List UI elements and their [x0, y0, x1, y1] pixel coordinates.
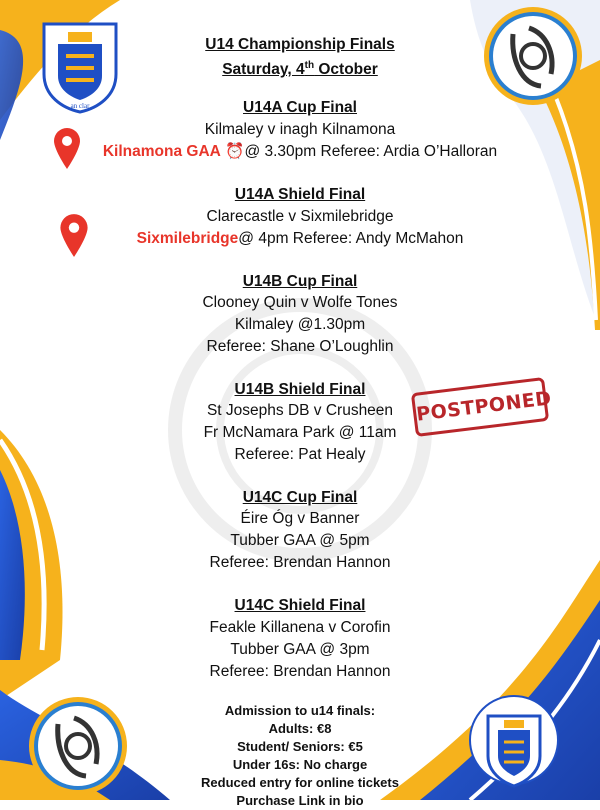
fixture-venue: Fr McNamara Park @ 11am	[203, 424, 397, 441]
fixture-heading: U14C Shield Final	[234, 597, 366, 614]
fixture-venue: Kilmaley @1.30pm	[234, 316, 366, 333]
fixture-heading: U14A Shield Final	[234, 186, 366, 203]
fixture-referee: Referee: Pat Healy	[234, 446, 366, 463]
fixture-heading: U14B Shield Final	[234, 381, 366, 398]
fixture-time-referee: @ 4pm Referee: Andy McMahon	[238, 230, 464, 247]
fixture-referee: Referee: Shane O’Loughlin	[206, 338, 394, 355]
fixture-match: St Josephs DB v Crusheen	[206, 402, 394, 419]
fixture-venue: Tubber GAA @ 3pm	[230, 641, 370, 658]
fixture-match: Éire Óg v Banner	[240, 510, 360, 527]
admission-heading: Admission to u14 finals:	[224, 703, 376, 718]
admission-item: Reduced entry for online tickets	[201, 775, 399, 790]
admission-item: Adults: €8	[268, 721, 332, 736]
fixture-heading: U14A Cup Final	[243, 99, 357, 116]
venue-link: Sixmilebridge	[136, 230, 239, 247]
date-month: October	[314, 61, 378, 78]
svg-text:an clar: an clar	[70, 102, 90, 110]
fixture-match: Clarecastle v Sixmilebridge	[206, 208, 394, 225]
fixture-referee: Referee: Brendan Hannon	[209, 554, 391, 571]
fixture-venue: Tubber GAA @ 5pm	[230, 532, 370, 549]
fixture-heading: U14C Cup Final	[242, 489, 358, 506]
alarm-clock-icon: ⏰	[225, 143, 245, 160]
fixture-heading: U14B Cup Final	[242, 273, 358, 290]
location-pin-icon	[52, 126, 82, 170]
fixture-time-referee: @ 3.30pm Referee: Ardia O’Halloran	[244, 143, 498, 160]
location-pin-icon	[58, 212, 90, 258]
fixture-match: Kilmaley v inagh Kilnamona	[204, 121, 396, 138]
date-ordinal: th	[304, 60, 315, 71]
venue-link: Kilnamona GAA	[102, 143, 221, 160]
fixture-referee: Referee: Brendan Hannon	[209, 663, 391, 680]
admission-item: Purchase Link in bio	[236, 793, 364, 808]
page-title: U14 Championship Finals	[205, 36, 395, 53]
fixture-match: Feakle Killanena v Corofin	[209, 619, 391, 636]
event-date	[0, 56, 600, 80]
fixture-details	[0, 142, 600, 162]
date-day: Saturday, 4	[222, 61, 305, 78]
fixture-details	[0, 229, 600, 249]
postponed-stamp: POSTPONED	[411, 377, 549, 437]
admission-item: Under 16s: No charge	[232, 757, 368, 772]
admission-item: Student/ Seniors: €5	[237, 739, 363, 754]
fixture-match: Clooney Quin v Wolfe Tones	[202, 294, 398, 311]
